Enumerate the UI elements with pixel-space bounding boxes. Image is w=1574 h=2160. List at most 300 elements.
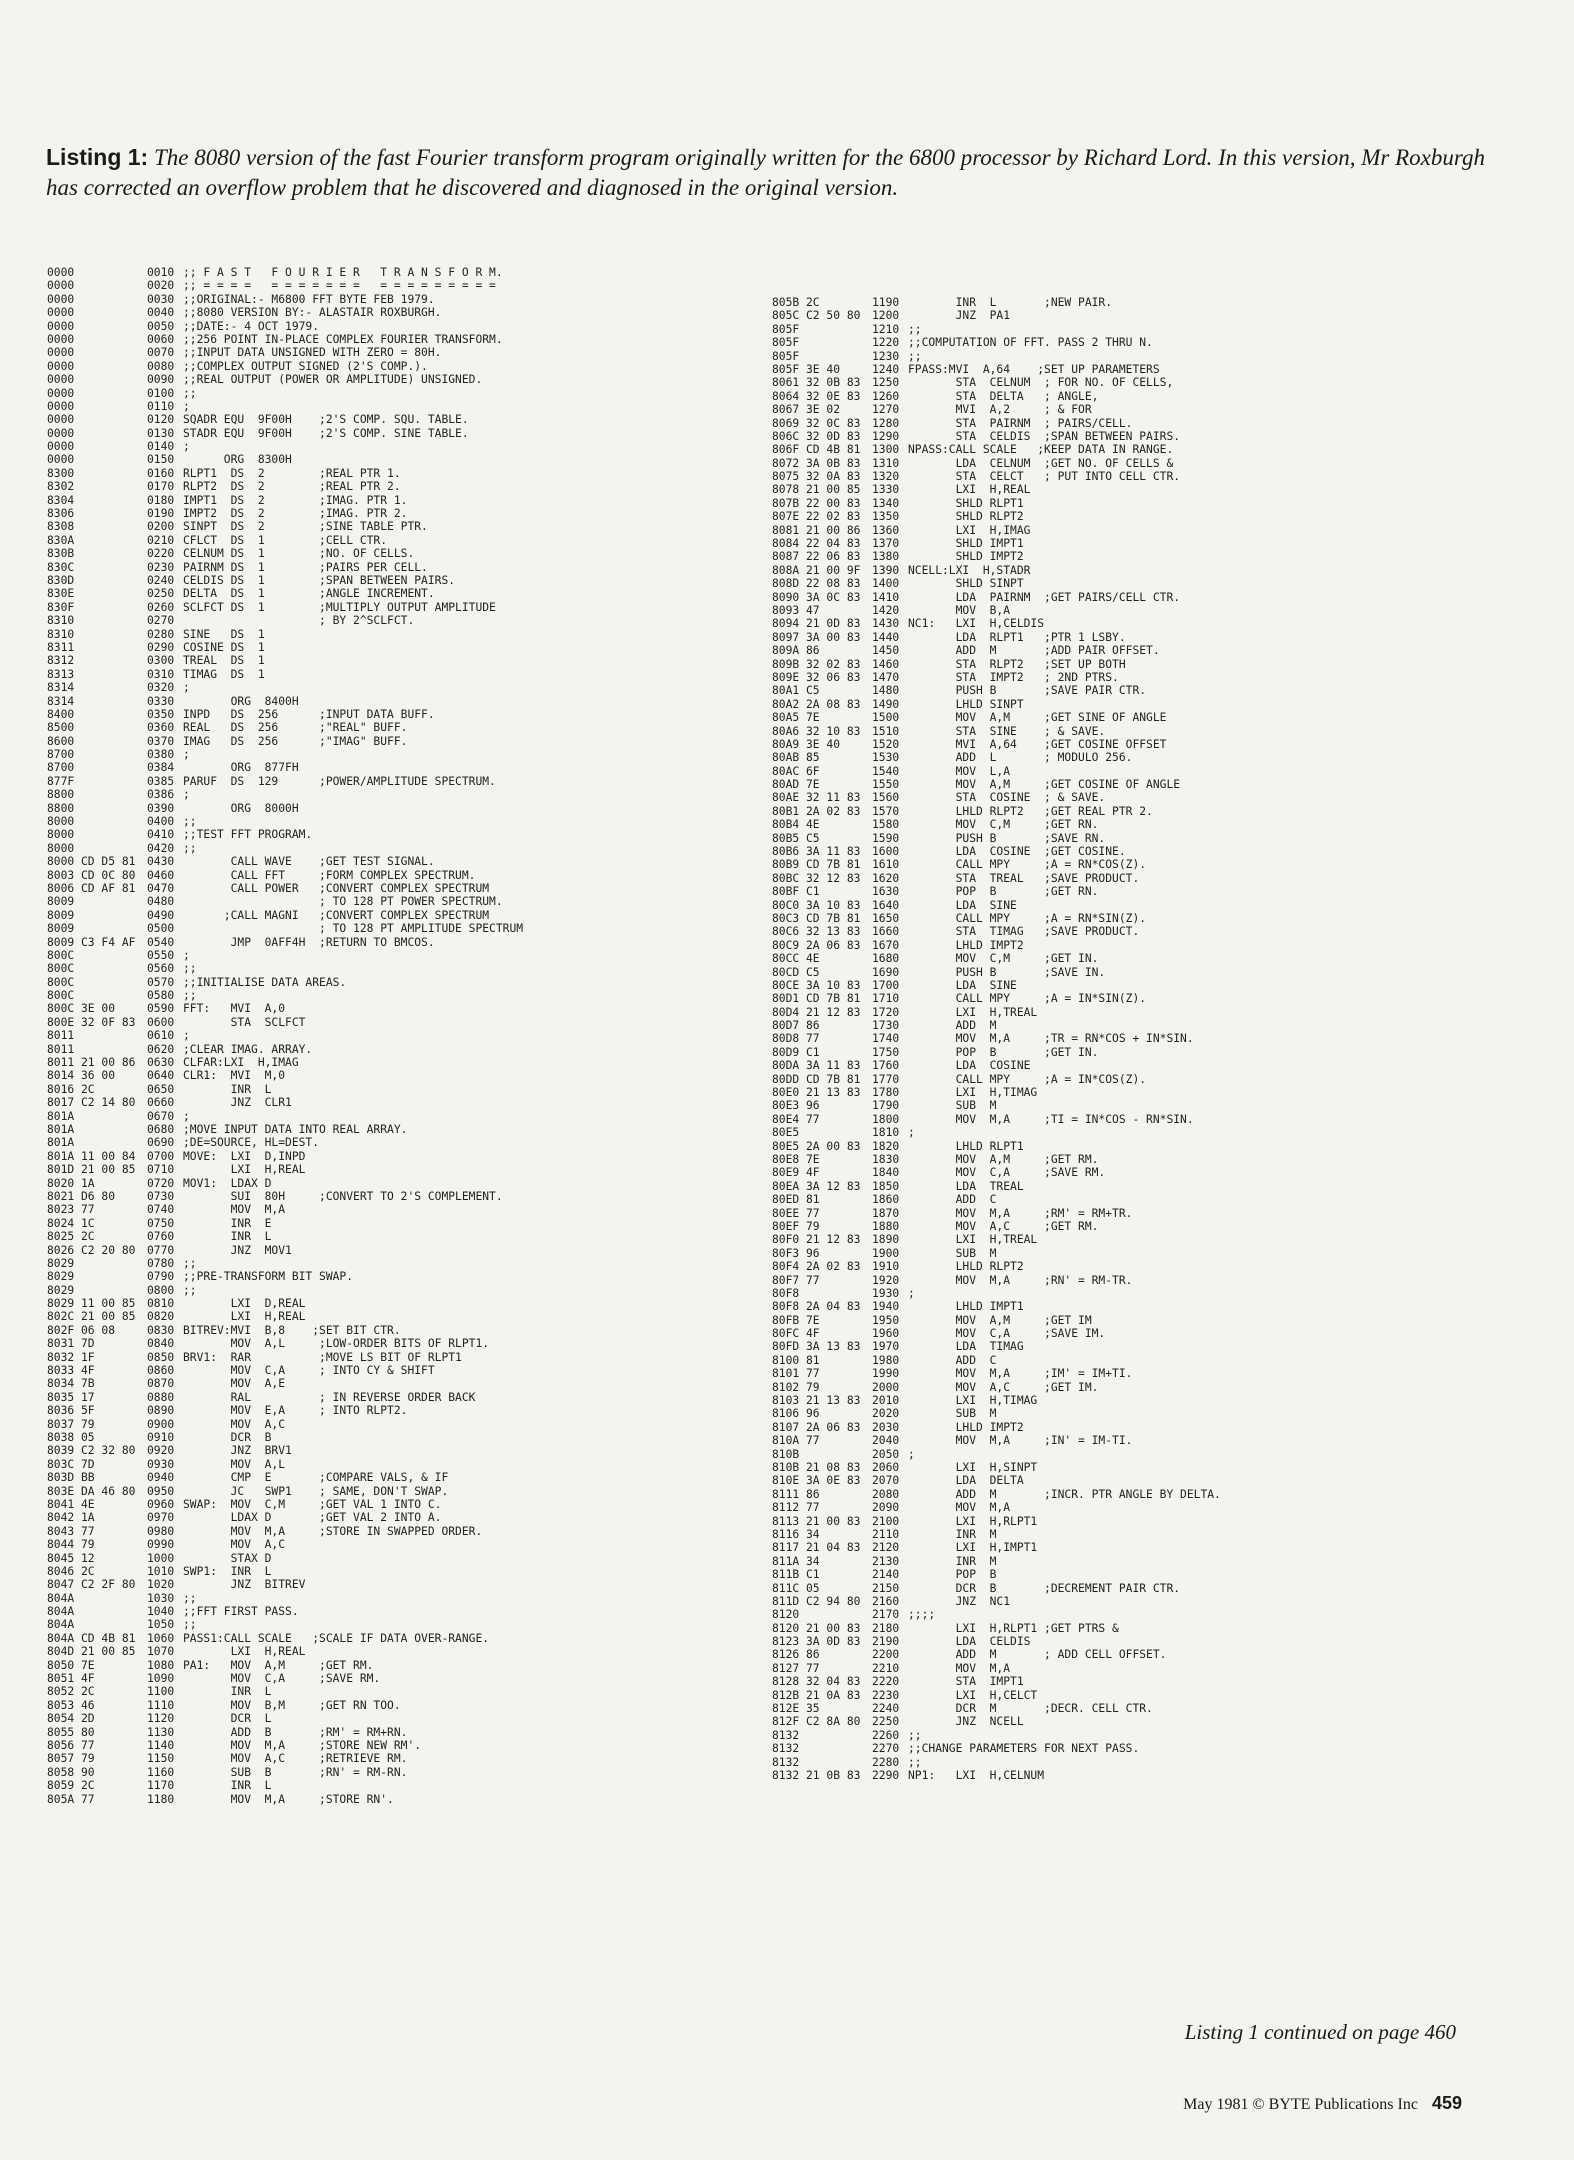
source-code: MOV M,A: [183, 1203, 286, 1217]
source-code: LXI H,TIMAG: [908, 1086, 1038, 1100]
listing-line: [772, 1046, 1221, 1059]
line-number: 2160: [872, 1594, 900, 1608]
line-number: 0720: [147, 1176, 175, 1190]
listing-line: [47, 1511, 523, 1524]
source-code: ;;FFT FIRST PASS.: [183, 1605, 299, 1619]
source-code: ;;: [183, 962, 197, 976]
listing-line: [772, 1582, 1221, 1595]
listing-line: [47, 708, 523, 721]
object-code: 80BF C1: [772, 885, 820, 899]
object-code: 8043 77: [47, 1524, 95, 1538]
object-code: 8123 3A 0D 83: [772, 1635, 861, 1649]
object-code: 812F C2 8A 80: [772, 1715, 861, 1729]
listing-line: [47, 1377, 523, 1390]
object-code: 811A 34: [772, 1554, 820, 1568]
object-code: 8039 C2 32 80: [47, 1444, 136, 1458]
line-number: 0060: [147, 332, 175, 346]
object-code: 8132: [772, 1755, 800, 1769]
object-code: 8000: [47, 815, 75, 829]
line-number: 0660: [147, 1096, 175, 1110]
object-code: 8035 17: [47, 1390, 95, 1404]
source-code: LHLD RLPT2 ;GET REAL PTR 2.: [908, 804, 1153, 818]
object-code: 8126 86: [772, 1648, 820, 1662]
line-number: 2270: [872, 1742, 900, 1756]
listing-line: [772, 1648, 1221, 1661]
listing-line: [772, 376, 1221, 389]
listing-line: [47, 641, 523, 654]
source-code: SUB M: [908, 1246, 997, 1260]
listing-line: [772, 1448, 1221, 1461]
line-number: 1550: [872, 778, 900, 792]
line-number: 1010: [147, 1564, 175, 1578]
object-code: 805F: [772, 322, 800, 336]
object-code: 8120 21 00 83: [772, 1621, 861, 1635]
source-code: MOV A,M ;GET COSINE OF ANGLE: [908, 778, 1181, 792]
line-number: 1440: [872, 630, 900, 644]
line-number: 2120: [872, 1541, 900, 1555]
listing-line: [47, 1391, 523, 1404]
object-code: 811C 05: [772, 1581, 820, 1595]
source-code: CLR1: MVI M,0: [183, 1069, 286, 1083]
object-code: 8044 79: [47, 1538, 95, 1552]
object-code: 8310: [47, 614, 75, 628]
listing-line: [772, 738, 1221, 751]
source-code: BRV1: RAR ;MOVE LS BIT OF RLPT1: [183, 1350, 462, 1364]
listing-line: [47, 1645, 523, 1658]
object-code: 80E9 4F: [772, 1166, 820, 1180]
source-code: STA PAIRNM ; PAIRS/CELL.: [908, 416, 1133, 430]
line-number: 0310: [147, 667, 175, 681]
listing-line: [47, 320, 523, 333]
object-code: 809E 32 06 83: [772, 670, 861, 684]
source-code: MOV A,C ;GET IM.: [908, 1380, 1099, 1394]
listing-line: [47, 989, 523, 1002]
listing-line: [47, 761, 523, 774]
listing-line: [772, 725, 1221, 738]
line-number: 1750: [872, 1045, 900, 1059]
object-code: 8054 2D: [47, 1712, 95, 1726]
line-number: 0960: [147, 1497, 175, 1511]
line-number: 1210: [872, 322, 900, 336]
object-code: 8033 4F: [47, 1364, 95, 1378]
listing-line: [772, 1314, 1221, 1327]
object-code: 8055 80: [47, 1725, 95, 1739]
source-code: ; TO 128 PT AMPLITUDE SPECTRUM: [183, 922, 524, 936]
object-code: 8306: [47, 507, 75, 521]
object-code: 8132: [772, 1728, 800, 1742]
source-code: STA DELTA ; ANGLE,: [908, 389, 1099, 403]
listing-line: [47, 1659, 523, 1672]
line-number: 0770: [147, 1243, 175, 1257]
line-number: 1270: [872, 403, 900, 417]
listing-line: [47, 293, 523, 306]
listing-line: [47, 1605, 523, 1618]
source-code: ;: [183, 748, 190, 762]
listing-line: [47, 1739, 523, 1752]
object-code: 80F7 77: [772, 1273, 820, 1287]
object-code: 8046 2C: [47, 1564, 95, 1578]
object-code: 80AC 6F: [772, 764, 820, 778]
object-code: 811D C2 94 80: [772, 1594, 861, 1608]
listing-line: [47, 1431, 523, 1444]
source-code: MOV M,A: [908, 1661, 1011, 1675]
line-number: 0070: [147, 346, 175, 360]
source-code: MOV M,A ;TI = IN*COS - RN*SIN.: [908, 1112, 1194, 1126]
object-code: 0000: [47, 386, 75, 400]
line-number: 1100: [147, 1685, 175, 1699]
line-number: 1620: [872, 871, 900, 885]
line-number: 2050: [872, 1447, 900, 1461]
source-code: CALL MPY ;A = IN*COS(Z).: [908, 1072, 1147, 1086]
line-number: 1780: [872, 1086, 900, 1100]
line-number: 2200: [872, 1648, 900, 1662]
source-code: SWP1: INR L: [183, 1564, 272, 1578]
source-code: ;; = = = = = = = = = = = = = = = = = = = =: [183, 279, 496, 293]
source-code: ;;INPUT DATA UNSIGNED WITH ZERO = 80H.: [183, 346, 442, 360]
object-code: 8106 96: [772, 1407, 820, 1421]
listing-line: [772, 1756, 1221, 1769]
line-number: 0800: [147, 1283, 175, 1297]
listing-line: [772, 1233, 1221, 1246]
listing-line: [772, 483, 1221, 496]
line-number: 0130: [147, 426, 175, 440]
source-code: MOV M,A ;RN' = RM-TR.: [908, 1273, 1133, 1287]
listing-line: [772, 1287, 1221, 1300]
listing-line: [47, 279, 523, 292]
source-code: CLFAR:LXI H,IMAG: [183, 1056, 299, 1070]
listing-line: [772, 1501, 1221, 1514]
object-code: 80C9 2A 06 83: [772, 938, 861, 952]
object-code: 800E 32 0F 83: [47, 1015, 136, 1029]
listing-line: [772, 684, 1221, 697]
object-code: 0000: [47, 279, 75, 293]
listing-line: [772, 1300, 1221, 1313]
listing-line: [772, 1769, 1221, 1782]
line-number: 0240: [147, 573, 175, 587]
listing-line: [772, 885, 1221, 898]
object-code: 8111 86: [772, 1487, 820, 1501]
object-code: 0000: [47, 266, 75, 279]
source-code: RAL ; IN REVERSE ORDER BACK: [183, 1390, 476, 1404]
line-number: 0760: [147, 1230, 175, 1244]
object-code: 8087 22 06 83: [772, 550, 861, 564]
source-code: COSINE DS 1: [183, 640, 265, 654]
source-code: SQADR EQU 9F00H ;2'S COMP. SQU. TABLE.: [183, 413, 469, 427]
listing-line: [772, 617, 1221, 630]
line-number: 2180: [872, 1621, 900, 1635]
source-code: MOV C,A ; INTO CY & SHIFT: [183, 1364, 435, 1378]
line-number: 1570: [872, 804, 900, 818]
listing-line: [772, 1662, 1221, 1675]
source-code: NP1: LXI H,CELNUM: [908, 1768, 1045, 1782]
source-code: MOV M,A: [908, 1501, 1011, 1515]
line-number: 0230: [147, 560, 175, 574]
listing-line: [47, 1552, 523, 1565]
source-code: LDA CELDIS: [908, 1635, 1031, 1649]
line-number: 1480: [872, 684, 900, 698]
object-code: 810B: [772, 1447, 800, 1461]
listing-line: [772, 671, 1221, 684]
caption-text: The 8080 version of the fast Fourier transform program originally written for the 6800 processor by Richard Lord. In this version, Mr Roxburgh has corrected an overflow problem that he discovered and diagnosed in the original version.: [46, 145, 1485, 200]
source-code: JNZ MOV1: [183, 1243, 292, 1257]
line-number: 2290: [872, 1768, 900, 1782]
source-code: CELDIS DS 1 ;SPAN BETWEEN PAIRS.: [183, 573, 456, 587]
listing-line: [47, 1270, 523, 1283]
listing-line: [47, 802, 523, 815]
object-code: 80D8 77: [772, 1032, 820, 1046]
line-number: 1460: [872, 657, 900, 671]
listing-line: [47, 614, 523, 627]
object-code: 803D BB: [47, 1471, 95, 1485]
line-number: 0385: [147, 774, 175, 788]
source-code: DCR B: [183, 1430, 272, 1444]
object-code: 80C0 3A 10 83: [772, 898, 861, 912]
object-code: 80E8 7E: [772, 1153, 820, 1166]
line-number: 2000: [872, 1380, 900, 1394]
listing-line: [47, 895, 523, 908]
listing-line: [772, 1461, 1221, 1474]
object-code: 801A: [47, 1136, 75, 1150]
listing-line: [47, 1578, 523, 1591]
listing-line: [772, 510, 1221, 523]
source-code: JNZ BRV1: [183, 1444, 292, 1458]
object-code: 80FB 7E: [772, 1313, 820, 1327]
source-code: MVI A,2 ; & FOR: [908, 403, 1092, 417]
source-code: POP B ;GET IN.: [908, 1045, 1099, 1059]
object-code: 8020 1A: [47, 1176, 95, 1190]
listing-line: [47, 601, 523, 614]
source-code: MOV C,A ;SAVE RM.: [908, 1166, 1106, 1180]
line-number: 0790: [147, 1270, 175, 1284]
line-number: 0900: [147, 1417, 175, 1431]
listing-line: [47, 695, 523, 708]
listing-line: [772, 658, 1221, 671]
listing-line: [772, 1340, 1221, 1353]
listing-line: [47, 788, 523, 801]
source-code: JNZ BITREV: [183, 1578, 306, 1592]
listing-line: [47, 1310, 523, 1323]
source-code: ;: [183, 948, 190, 962]
line-number: 0670: [147, 1109, 175, 1123]
listing-line: [47, 1217, 523, 1230]
line-number: 1940: [872, 1300, 900, 1314]
line-number: 1230: [872, 349, 900, 363]
listing-line: [772, 1528, 1221, 1541]
object-code: 8053 46: [47, 1698, 95, 1712]
source-code: MOV M,A ;STORE IN SWAPPED ORDER.: [183, 1524, 483, 1538]
line-number: 0850: [147, 1350, 175, 1364]
source-code: SUB B ;RN' = RM-RN.: [183, 1765, 408, 1779]
line-number: 1700: [872, 978, 900, 992]
line-number: 0550: [147, 948, 175, 962]
line-number: 1330: [872, 483, 900, 497]
listing-line: [47, 962, 523, 975]
listing-line: [772, 818, 1221, 831]
listing-line: [47, 909, 523, 922]
line-number: 0750: [147, 1216, 175, 1230]
line-number: 0470: [147, 881, 175, 895]
listing-line: [47, 1096, 523, 1109]
line-number: 1110: [147, 1698, 175, 1712]
line-number: 0030: [147, 292, 175, 306]
listing-line: [47, 561, 523, 574]
listing-line: [47, 480, 523, 493]
object-code: 80CD C5: [772, 965, 820, 979]
object-code: 805F: [772, 336, 800, 350]
object-code: 8042 1A: [47, 1511, 95, 1525]
source-code: TIMAG DS 1: [183, 667, 265, 681]
listing-line: [772, 925, 1221, 938]
listing-line: [47, 828, 523, 841]
object-code: 805C C2 50 80: [772, 309, 861, 323]
listing-line: [772, 1140, 1221, 1153]
line-number: 1560: [872, 791, 900, 805]
line-number: 1500: [872, 711, 900, 725]
listing-line: [772, 698, 1221, 711]
line-number: 0140: [147, 440, 175, 454]
line-number: 0620: [147, 1042, 175, 1056]
object-code: 80E5 2A 00 83: [772, 1139, 861, 1153]
listing-line: [772, 524, 1221, 537]
listing-line: [47, 1485, 523, 1498]
source-code: SUB M: [908, 1407, 997, 1421]
object-code: 80E4 77: [772, 1112, 820, 1126]
source-code: LHLD IMPT2: [908, 938, 1024, 952]
line-number: 1640: [872, 898, 900, 912]
source-code: LDA PAIRNM ;GET PAIRS/CELL CTR.: [908, 590, 1181, 604]
line-number: 2060: [872, 1460, 900, 1474]
line-number: 0980: [147, 1524, 175, 1538]
source-code: LXI H,TREAL: [908, 1233, 1038, 1247]
object-code: 830F: [47, 600, 75, 614]
source-code: ;;: [908, 1755, 922, 1769]
object-code: 809B 32 02 83: [772, 657, 861, 671]
line-number: 1430: [872, 617, 900, 631]
object-code: 8000: [47, 828, 75, 842]
object-code: 80F8: [772, 1286, 800, 1300]
object-code: 0000: [47, 359, 75, 373]
line-number: 1410: [872, 590, 900, 604]
line-number: 1870: [872, 1206, 900, 1220]
line-number: 0710: [147, 1163, 175, 1177]
listing-line: [772, 912, 1221, 925]
listing-line: [47, 976, 523, 989]
source-code: PA1: MOV A,M ;GET RM.: [183, 1658, 374, 1672]
source-code: SUI 80H ;CONVERT TO 2'S COMPLEMENT.: [183, 1189, 503, 1203]
listing-line: [47, 1351, 523, 1364]
line-number: 1530: [872, 751, 900, 765]
line-number: 2020: [872, 1407, 900, 1421]
source-code: INR L: [183, 1779, 272, 1793]
source-code: ;;PRE-TRANSFORM BIT SWAP.: [183, 1270, 354, 1284]
line-number: 0110: [147, 399, 175, 413]
line-number: 1360: [872, 523, 900, 537]
line-number: 0040: [147, 306, 175, 320]
line-number: 1300: [872, 443, 900, 457]
source-code: STA TREAL ;SAVE PRODUCT.: [908, 871, 1140, 885]
line-number: 1800: [872, 1112, 900, 1126]
object-code: 809A 86: [772, 644, 820, 658]
line-number: 1730: [872, 1019, 900, 1033]
listing-line: [47, 1779, 523, 1792]
listing-line: [47, 507, 523, 520]
object-code: 8056 77: [47, 1738, 95, 1752]
source-code: MOV E,A ; INTO RLPT2.: [183, 1404, 408, 1418]
listing-line: [772, 1608, 1221, 1621]
listing-line: [772, 1515, 1221, 1528]
line-number: 1400: [872, 577, 900, 591]
listing-line: [772, 1715, 1221, 1728]
object-code: 8026 C2 20 80: [47, 1243, 136, 1257]
object-code: 830A: [47, 533, 75, 547]
source-code: ORG 877FH: [183, 761, 299, 775]
source-code: SHLD RLPT1: [908, 496, 1024, 510]
object-code: 80A9 3E 40: [772, 737, 841, 751]
listing-line: [772, 1622, 1221, 1635]
source-code: ;;: [908, 349, 922, 363]
source-code: MVI A,64 ;GET COSINE OFFSET: [908, 737, 1167, 751]
object-code: 830C: [47, 560, 75, 574]
object-code: 8127 77: [772, 1661, 820, 1675]
source-code: JNZ NC1: [908, 1594, 1011, 1608]
listing-line: [772, 1207, 1221, 1220]
object-code: 802C 21 00 85: [47, 1310, 136, 1324]
object-code: 8009: [47, 922, 75, 936]
source-code: PASS1:CALL SCALE ;SCALE IF DATA OVER-RANGE.: [183, 1631, 490, 1645]
listing-line: [47, 1444, 523, 1457]
line-number: 1810: [872, 1126, 900, 1140]
line-number: 1490: [872, 697, 900, 711]
line-number: 1920: [872, 1273, 900, 1287]
line-number: 2070: [872, 1474, 900, 1488]
listing-line: [47, 1177, 523, 1190]
source-code: CALL MPY ;A = RN*COS(Z).: [908, 858, 1147, 872]
object-code: 80EE 77: [772, 1206, 820, 1220]
line-number: 0400: [147, 815, 175, 829]
source-code: ;;: [183, 815, 197, 829]
source-code: ;: [183, 399, 190, 413]
listing-line: [772, 778, 1221, 791]
line-number: 1960: [872, 1327, 900, 1341]
object-code: 8017 C2 14 80: [47, 1096, 136, 1110]
source-code: DCR L: [183, 1712, 272, 1726]
source-code: LXI H,REAL: [183, 1645, 306, 1659]
object-code: 8051 4F: [47, 1672, 95, 1686]
source-code: STA IMPT2 ; 2ND PTRS.: [908, 670, 1119, 684]
line-number: 1060: [147, 1631, 175, 1645]
source-code: LDA RLPT1 ;PTR 1 LSBY.: [908, 630, 1126, 644]
listing-line: [47, 1672, 523, 1685]
line-number: 1370: [872, 537, 900, 551]
line-number: 0210: [147, 533, 175, 547]
listing-line: [772, 1073, 1221, 1086]
listing-line: [772, 711, 1221, 724]
listing-line: [772, 832, 1221, 845]
line-number: 1160: [147, 1765, 175, 1779]
source-code: ; BY 2^SCLFCT.: [183, 614, 415, 628]
object-code: 8059 2C: [47, 1779, 95, 1793]
object-code: 807B 22 00 83: [772, 496, 861, 510]
line-number: 2210: [872, 1661, 900, 1675]
source-code: STA IMPT1: [908, 1675, 1024, 1689]
line-number: 0270: [147, 614, 175, 628]
line-number: 0460: [147, 868, 175, 882]
source-code: CMP E ;COMPARE VALS, & IF: [183, 1471, 449, 1485]
source-code: ;;: [183, 989, 197, 1003]
source-code: MOV C,M ;GET IN.: [908, 952, 1099, 966]
object-code: 8113 21 00 83: [772, 1514, 861, 1528]
line-number: 1090: [147, 1672, 175, 1686]
